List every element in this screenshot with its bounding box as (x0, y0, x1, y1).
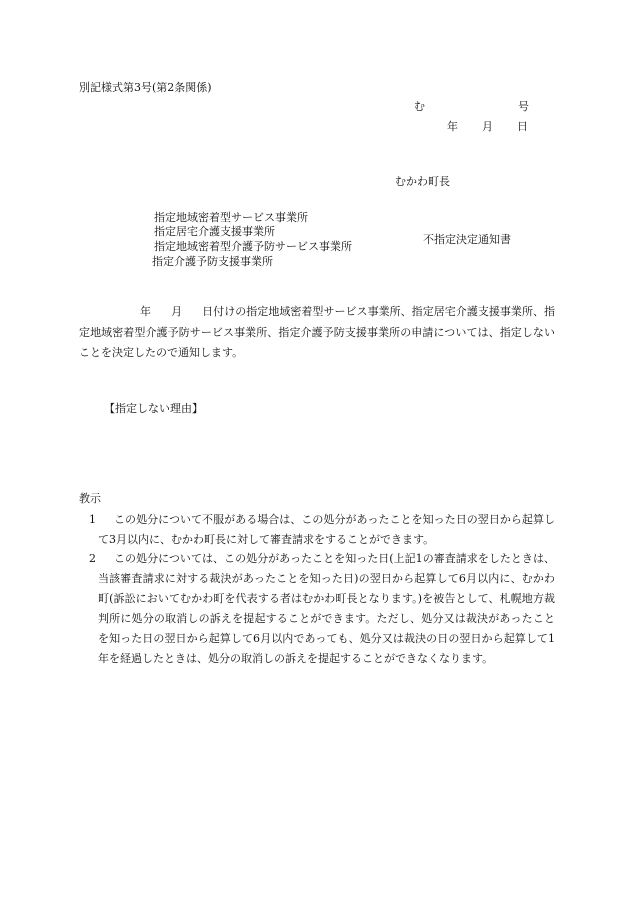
form-label: 別記様式第3号(第2条関係) (79, 81, 212, 94)
notice-item-number: 1 (89, 513, 96, 526)
notice-heading: 教示 (79, 492, 101, 505)
recipient-1: 指定地域密着型サービス事業所 (154, 211, 308, 224)
notice-item-text: この処分については、この処分があったことを知った日(上記1の審査請求をしたときは、当該審査請求に対する裁決があったことを知った日)の翌日から起算して6月以内に、むかわ町(訴訟においてむかわ町を代表する者はむかわ町長となります。)を被告として、札幌地方裁判所に処分の取消しの訴えを提起することができます。ただし、処分又は裁決があったことを知った日の翌日から起算して6月以内であっても、処分又は裁決の日の翌日から起算して1年を経過したときは、処分の取消しの訴えを提起することができなくなります。 (98, 552, 555, 665)
recipient-4: 指定介護予防支援事業所 (152, 255, 273, 268)
notice-item-text: この処分について不服がある場合は、この処分があったことを知った日の翌日から起算して3月以内に、むかわ町長に対して審査請求をすることができます。 (98, 513, 555, 546)
date-month-label: 月 (482, 120, 493, 133)
date-year-label: 年 (447, 120, 458, 133)
notice-item-number: 2 (89, 552, 96, 565)
body-month-label: 月 (171, 305, 183, 318)
body-year-label: 年 (140, 305, 152, 318)
document-title: 不指定決定通知書 (423, 233, 511, 246)
date-day-label: 日 (517, 120, 528, 133)
document-number-suffix: 号 (518, 100, 529, 113)
body-text: 日付けの指定地域密着型サービス事業所、指定居宅介護支援事業所、指定地域密着型介護予防サービス事業所、指定介護予防支援事業所の申請については、指定しないことを決定したので通知します。 (79, 305, 556, 359)
reason-heading: 【指定しない理由】 (104, 402, 203, 415)
body-paragraph (79, 302, 555, 364)
notice-item-2 (79, 549, 555, 669)
recipient-3: 指定地域密着型介護予防サービス事業所 (154, 240, 352, 253)
issuer-name: むかわ町長 (395, 175, 450, 188)
recipient-2: 指定居宅介護支援事業所 (154, 225, 275, 238)
document-number-prefix: む (414, 100, 425, 113)
notice-item-1 (79, 510, 555, 550)
